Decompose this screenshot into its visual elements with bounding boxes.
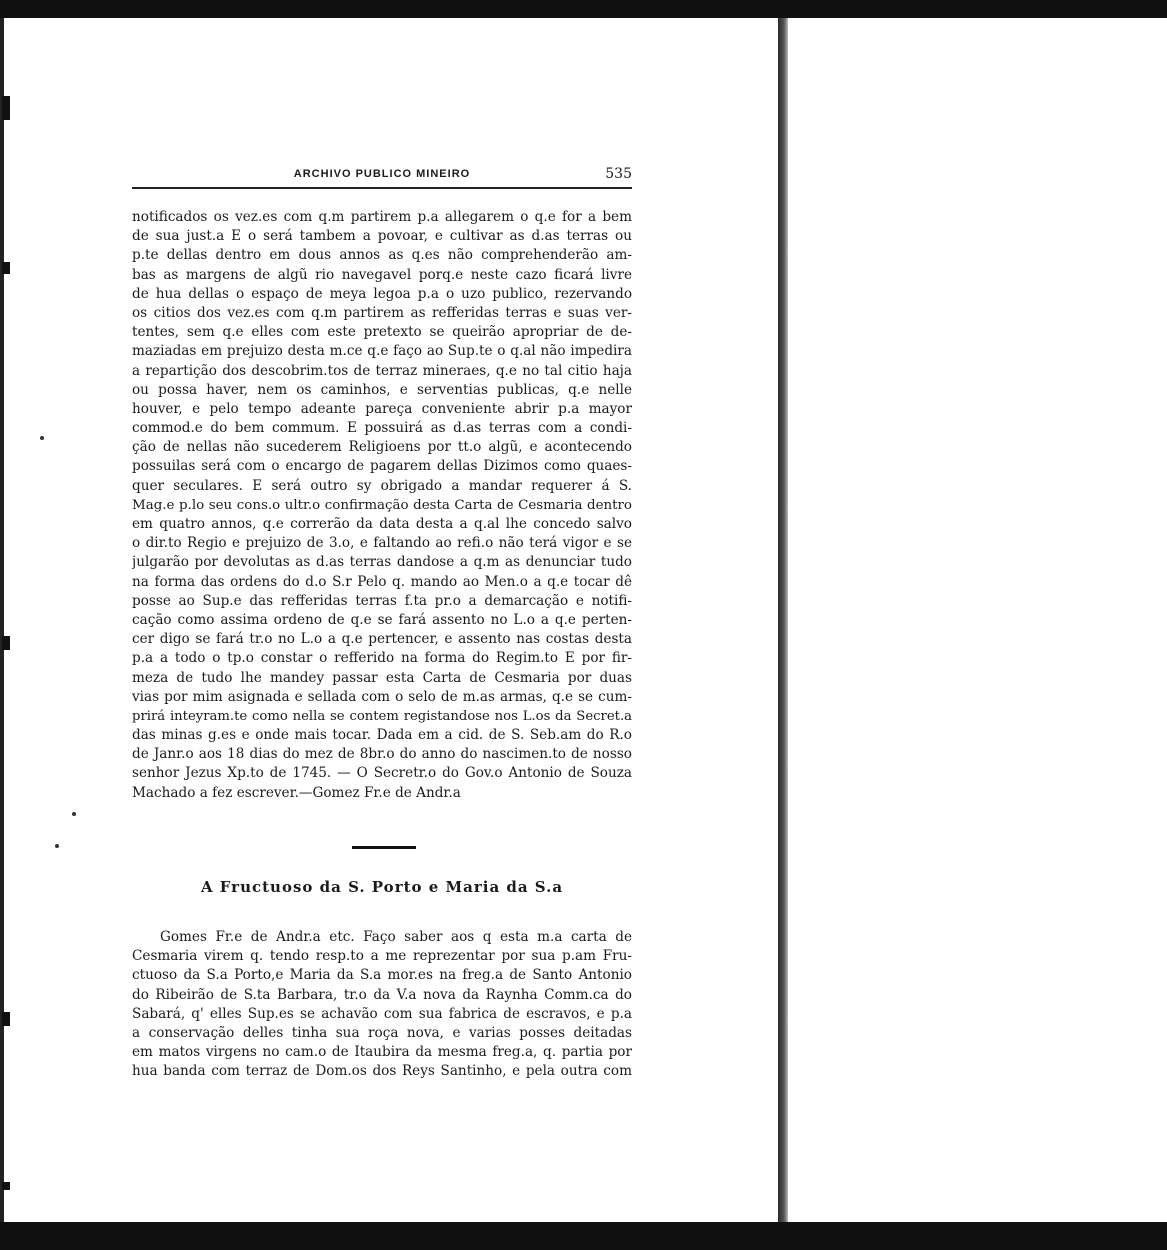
text-line: de sua just.a E o será tambem a povoar, e cultivar as d.as terras ou xyxy=(132,228,632,245)
text-line: Machado a fez escrever.—Gomez Fr.e de Andr.a xyxy=(132,784,461,801)
text-line: hua banda com terraz de Dom.os dos Reys Santinho, e pela outra com xyxy=(132,1063,632,1080)
margin-speck xyxy=(72,812,76,816)
text-line: julgarão por devolutas as d.as terras dandose a q.m as denunciar tudo xyxy=(132,554,632,571)
body-paragraph-1 xyxy=(132,208,632,803)
text-line: senhor Jezus Xp.to de 1745. — O Secretr.o do Gov.o Antonio de Souza xyxy=(132,765,632,782)
text-line: possuilas será com o encargo de pagarem dellas Dizimos como quaes- xyxy=(132,458,632,475)
text-line: maziadas em prejuizo desta m.ce q.e faço ao Sup.te o q.al não impedira xyxy=(132,343,632,360)
scan-border-top xyxy=(0,0,1167,18)
text-line: em matos virgens no cam.o de Itaubira da mesma freg.a, q. partia por xyxy=(132,1044,632,1061)
text-line: posse ao Sup.e das refferidas terras f.ta pr.o a demarcação e notifi- xyxy=(132,592,632,609)
text-line: de Janr.o aos 18 dias do mez de 8br.o do anno do nascimen.to de nosso xyxy=(132,746,632,763)
page-number: 535 xyxy=(605,166,632,182)
margin-mark xyxy=(2,1012,10,1026)
text-line: em quatro annos, q.e correrão da data desta a q.al lhe concedo salvo xyxy=(132,516,632,532)
section-title: A Fructuoso da S. Porto e Maria da S.a xyxy=(200,878,564,896)
text-line: de hua dellas o espaço de meya legoa p.a o uzo publico, rezervando xyxy=(132,285,632,302)
text-line: cer digo se fará tr.o no L.o a q.e pertencer, e assento nas costas desta xyxy=(132,631,632,648)
text-line: a repartição dos descobrim.tos de terraz mineraes, q.e no tal citio haja xyxy=(132,362,632,379)
header-rule xyxy=(132,187,632,189)
text-line: cação como assima ordeno de q.e se fará assento no L.o a q.e perten- xyxy=(132,611,632,628)
margin-speck xyxy=(40,436,44,440)
page-header xyxy=(132,166,632,188)
scan-border-left xyxy=(0,18,4,1222)
text-line: ou possa haver, nem os caminhos, e serventias publicas, q.e nelle xyxy=(132,381,632,398)
margin-speck xyxy=(55,844,59,848)
text-line: bas as margens de algũ rio navegavel porq.e neste cazo ficará livre xyxy=(132,266,632,283)
text-line: tentes, sem q.e elles com este pretexto se queirão apropriar de de- xyxy=(132,324,632,341)
scan-border-bottom xyxy=(0,1222,1167,1250)
text-line: os citios dos vez.es com q.m partirem as refferidas terras e suas ver- xyxy=(132,304,632,321)
text-line: ctuoso da S.a Porto,e Maria da S.a mor.es na freg.a de Santo Antonio xyxy=(132,967,632,984)
text-line: p.te dellas dentro em dous annos as q.es não comprehenderão am- xyxy=(132,247,632,264)
book-gutter-shadow xyxy=(778,18,788,1222)
text-line: quer seculares. E será outro sy obrigado a mandar requerer á S. xyxy=(132,477,632,494)
margin-mark xyxy=(2,1182,10,1190)
text-line: prirá inteyram.te como nella se contem registandose nos L.os da Secret.a xyxy=(132,708,632,724)
text-line: Cesmaria virem q. tendo resp.to a me reprezentar por sua p.am Fru- xyxy=(132,948,632,965)
body-paragraph-2 xyxy=(132,928,632,1082)
running-head: ARCHIVO PUBLICO MINEIRO xyxy=(293,168,471,180)
text-line: na forma das ordens do d.o S.r Pelo q. mando ao Men.o a q.e tocar dê xyxy=(132,573,632,590)
text-line: Sabará, q' elles Sup.es se achavão com sua fabrica de escravos, e p.a xyxy=(132,1005,632,1022)
text-line: vias por mim asignada e sellada com o selo de m.as armas, q.e se cum- xyxy=(132,688,632,705)
text-line: das minas g.es e onde mais tocar. Dada em a cid. de S. Seb.am do R.o xyxy=(132,727,632,744)
margin-mark xyxy=(2,96,10,120)
text-line: houver, e pelo tempo adeante pareça conveniente abrir p.a mayor xyxy=(132,400,632,417)
text-line: meza de tudo lhe mandey passar esta Carta de Cesmaria por duas xyxy=(132,669,632,686)
text-line: do Ribeirão de S.ta Barbara, tr.o da V.a nova da Raynha Comm.ca do xyxy=(132,986,632,1003)
text-line: o dir.to Regio e prejuizo de 3.o, e faltando ao refi.o não terá vigor e se xyxy=(132,535,632,552)
text-line: commod.e do bem commum. E possuirá as d.as terras com a condi- xyxy=(132,420,632,437)
text-line: a conservação delles tinha sua roça nova, e varias posses deitadas xyxy=(132,1024,632,1041)
margin-mark xyxy=(2,262,10,274)
text-line: notificados os vez.es com q.m partirem p.a allegarem o q.e for a bem xyxy=(132,209,632,225)
text-line: Mag.e p.lo seu cons.o ultr.o confirmação desta Carta de Cesmaria dentro xyxy=(132,497,632,513)
text-line: ção de nellas não sucederem Religioens por tt.o algũ, e acontecendo xyxy=(132,439,632,456)
text-line: Gomes Fr.e de Andr.a etc. Faço saber aos q esta m.a carta de xyxy=(160,929,632,945)
section-separator xyxy=(352,846,416,849)
margin-mark xyxy=(2,636,10,650)
text-line: p.a a todo o tp.o constar o refferido na forma do Regim.to E por fir- xyxy=(132,650,632,667)
